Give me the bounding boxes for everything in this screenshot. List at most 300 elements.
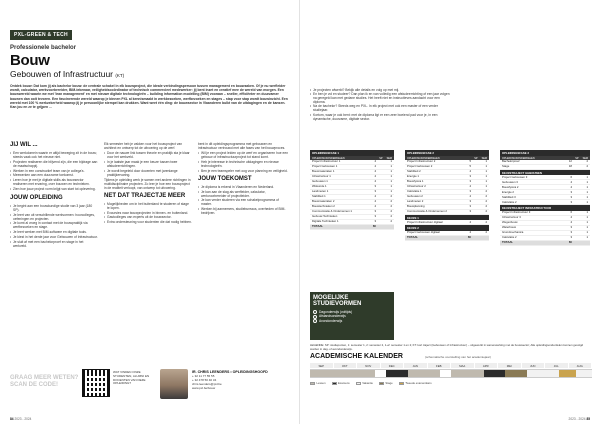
course-values xyxy=(469,221,487,224)
course-name: Stabiliteit 1 xyxy=(312,194,326,199)
course-values xyxy=(468,236,487,239)
course-sem: 1 xyxy=(390,184,392,189)
column-header: OPLEIDINGSONDERDELEN xyxy=(407,156,440,160)
course-values xyxy=(570,221,588,224)
course-values xyxy=(373,225,392,228)
course-values xyxy=(374,195,392,198)
course-sp: 3 xyxy=(469,209,471,214)
col3-intro: bent in dit opleidingsprogramma met gebouwen en infrastructuur vertrouwd met alle fases van het bouwproces. xyxy=(198,142,286,151)
calendar-title: ACADEMISCHE KALENDER xyxy=(310,353,403,360)
list-item: • Een werkdomein waarin er altijd beweging zit in de bouw; steeds vaak ook het nieuwe niet. xyxy=(10,151,98,159)
course-sem: 1 xyxy=(586,219,588,224)
course-sem: 2 xyxy=(485,194,487,199)
contact-web[interactable]: www.pxl.be/bouw xyxy=(192,385,216,390)
contact-name: IR. CHRIS LEENDERS • OPLEIDINGSHOOFD xyxy=(192,370,268,374)
study-form-label: Avondonderwijs xyxy=(319,319,343,323)
course-sem: 1 xyxy=(390,174,392,179)
toekomst-list xyxy=(198,185,290,215)
course-sem: 1 xyxy=(485,184,487,189)
course-sp: 4 xyxy=(374,199,376,204)
course-sp: 60 xyxy=(372,224,376,229)
course-sem: 1 xyxy=(485,169,487,174)
course-values xyxy=(374,220,392,223)
course-name: Communicatie & Ondernemen 1 xyxy=(312,209,352,214)
list-item: • Kortom, waar je ook bent: met de diploma ligt er een zeer boeiend pad voor je, in een dynamische, duurzame, digitale sector. xyxy=(310,113,450,121)
course-values xyxy=(469,165,487,168)
course-values xyxy=(570,236,588,239)
course-sem: 2 xyxy=(485,204,487,209)
column-header: SP xyxy=(474,156,478,160)
course-sem: 1 xyxy=(586,214,588,219)
course-values xyxy=(374,205,392,208)
course-sem: 2 xyxy=(390,204,392,209)
course-sem: 2 xyxy=(390,219,392,224)
calendar-segment xyxy=(375,369,386,378)
course-values xyxy=(374,185,392,188)
list-item: • Je kan aan de slag als werfleider, calculator, werkvoorbereider of projectleider. xyxy=(198,190,290,198)
course-name: Project Gebouwen 2 xyxy=(407,164,433,169)
course-name: Wiskunde 1 xyxy=(312,184,327,189)
table-row xyxy=(500,241,590,246)
list-item: • Je kiest in het derde jaar voor Gebouwen of Infrastructuur. xyxy=(10,235,98,239)
course-name: Stabiliteit 2 xyxy=(407,169,421,174)
course-name: Project Infrastructuur digitaal xyxy=(407,219,443,224)
legend-entry xyxy=(379,381,393,385)
course-sp: 4 xyxy=(374,194,376,199)
course-sp: 3 xyxy=(570,199,572,204)
course-values xyxy=(374,190,392,193)
month-label: MEI xyxy=(498,363,522,368)
column-1 xyxy=(10,142,98,248)
list-item: • Werken in een constructief team van je collega's. xyxy=(10,169,98,173)
legend-text: LEGENDE: SP: studiepunten, 1: semester 1, 2: semester 2, 1+2: semester 1 en 2; KT: kort traject (Gebouwen of Infrastructuur) – uitgewerkt in samenwerking met de bouwsector; Alle opleidingsonderdelen kunnen gevolgd worden in dag- of avondonderwijs. xyxy=(310,343,584,351)
course-sem: 1 xyxy=(485,179,487,184)
page-title: Bouw xyxy=(10,52,50,69)
course-values xyxy=(469,170,487,173)
course-name: Landmeten 2 xyxy=(407,199,424,204)
study-form-label: Dagonderwijs (voltijds) xyxy=(319,309,353,314)
legend-swatch xyxy=(399,382,404,385)
legend-entry xyxy=(356,381,373,385)
calendar-segment xyxy=(440,369,451,378)
course-values xyxy=(569,160,588,163)
course-name: Stage xyxy=(502,164,510,169)
month-label: MAA xyxy=(451,363,475,368)
course-values xyxy=(469,160,487,163)
course-sp: 4 xyxy=(570,219,572,224)
page-number: 85 xyxy=(586,417,590,421)
course-values xyxy=(374,215,392,218)
course-name: Bouwmaterialen 2 xyxy=(312,199,335,204)
contact-block xyxy=(10,365,290,407)
course-name: Energie 1 xyxy=(407,174,419,179)
section-heading-jij-wil: JIJ WIL ... xyxy=(10,142,38,148)
list-item: • Door de nauwe link tussen theorie en praktijk sta je klaar voor het werkveld. xyxy=(104,151,192,159)
month-label: DEC xyxy=(381,363,405,368)
course-name: Gebouw Technieken xyxy=(312,214,338,219)
course-values xyxy=(374,210,392,213)
course-values xyxy=(570,196,588,199)
list-item: • Je komt al vroeg in contact met de bouwpraktijk via werfbezoeken en stage. xyxy=(10,221,98,229)
course-sp: 3 xyxy=(570,229,572,234)
block-heading: KEUZE 1 xyxy=(405,215,489,220)
course-values xyxy=(570,216,588,219)
course-sp: 3 xyxy=(469,179,471,184)
course-sp: 4 xyxy=(374,164,376,169)
course-values xyxy=(570,226,588,229)
course-sp: 4 xyxy=(469,184,471,189)
course-name: TOTAAL xyxy=(502,239,514,244)
course-sem: 1 xyxy=(586,184,588,189)
course-values xyxy=(570,186,588,189)
legend-swatch xyxy=(332,382,337,385)
list-item: • Je begint aan een bouwkundige studie van 3 jaar (180 SP). xyxy=(10,204,98,212)
list-item: • Ben je een teamspeler met oog voor planning en veiligheid. xyxy=(198,169,290,173)
course-sp: 4 xyxy=(469,219,471,224)
course-values xyxy=(469,180,487,183)
list-item: • Werken bij aannemers, studiebureaus, overheden of BIM-bedrijven. xyxy=(198,207,290,215)
legend-entry xyxy=(310,381,326,385)
degree-type: Professionele bachelor xyxy=(10,45,77,51)
course-values xyxy=(569,241,588,244)
course-sp: 4 xyxy=(374,179,376,184)
course-sp: 3 xyxy=(469,204,471,209)
course-sem: 1 xyxy=(485,164,487,169)
course-name: Gebouwen 1 xyxy=(312,179,328,184)
list-item: • Heb je interesse in technische uitdagingen en nieuwe technologieën. xyxy=(198,160,290,168)
course-sem: 2 xyxy=(485,199,487,204)
calendar-segment xyxy=(527,369,560,378)
column-header: OPLEIDINGSONDERDELEN xyxy=(312,156,345,160)
calendar-subtitle: (schematische voorstelling van het academiejaar) xyxy=(425,355,491,359)
legend-label: Examens xyxy=(338,381,350,385)
col3-list xyxy=(198,151,290,173)
footer-left xyxy=(10,417,31,421)
course-values xyxy=(570,201,588,204)
block-heading: KEUZE 2 xyxy=(405,225,489,230)
academic-calendar xyxy=(310,363,592,385)
course-sp: 4 xyxy=(469,169,471,174)
course-values xyxy=(570,181,588,184)
subtitle-text: Gebouwen of Infrastructuur xyxy=(10,69,114,79)
course-sem: 2 xyxy=(390,209,392,214)
course-sem: 1 xyxy=(485,174,487,179)
course-sp: 4 xyxy=(374,204,376,209)
contact-mobile[interactable]: + 32 478 50 40 34 xyxy=(192,377,217,382)
course-values xyxy=(374,175,392,178)
course-sem: 1 xyxy=(390,179,392,184)
month-label: JUN xyxy=(522,363,546,368)
study-form-label: Afstandsonderwijs xyxy=(319,314,346,319)
traject-list xyxy=(104,202,192,224)
course-sp: 60 xyxy=(568,239,572,244)
calendar-legend xyxy=(310,381,592,385)
trajectory-heading: OPLEIDINGSFASE 3 xyxy=(500,150,590,156)
list-item: • Meewerken aan een duurzame toekomst. xyxy=(10,173,98,177)
course-name: Calculatie 1 xyxy=(407,189,422,194)
course-sp: 3 xyxy=(469,199,471,204)
course-name: Bouwfysica 2 xyxy=(502,184,519,189)
study-forms-box xyxy=(310,292,394,340)
course-sp: 3 xyxy=(570,234,572,239)
course-sp: 3 xyxy=(570,189,572,194)
footer-year: 2023 - 2024 xyxy=(14,417,32,421)
calendar-segment xyxy=(576,369,592,378)
course-sem: 2 xyxy=(485,209,487,214)
course-sem: 1 xyxy=(586,194,588,199)
course-sp: 4 xyxy=(469,194,471,199)
course-sem: 1 xyxy=(390,159,392,164)
legend-swatch xyxy=(379,382,384,385)
course-sp: 18 xyxy=(568,164,572,169)
course-values xyxy=(469,190,487,193)
page-subtitle xyxy=(10,69,124,79)
course-values xyxy=(570,176,588,179)
course-sem: 2 xyxy=(485,219,487,224)
contact-email[interactable]: chris.leenders@pxl.be xyxy=(192,381,222,386)
table-row xyxy=(405,236,489,241)
month-label: JUL xyxy=(545,363,569,368)
course-values xyxy=(374,160,392,163)
course-name: TOTAAL xyxy=(312,224,324,229)
legend-swatch xyxy=(310,382,315,385)
course-sem: 1 xyxy=(586,189,588,194)
legend-label: Vakantie xyxy=(362,381,373,385)
course-name: Wegenbouw xyxy=(502,219,518,224)
course-sp: 12 xyxy=(568,159,572,164)
legend-entry xyxy=(399,381,432,385)
course-values xyxy=(374,165,392,168)
list-item: • Je diploma is erkend in Vlaanderen en Nederland. xyxy=(198,185,290,189)
month-label: FEB xyxy=(428,363,452,368)
course-sem xyxy=(475,236,487,239)
column-header: SP xyxy=(575,156,579,160)
course-sp: 3 xyxy=(374,184,376,189)
column-3 xyxy=(198,142,290,216)
course-values xyxy=(374,170,392,173)
column-2 xyxy=(104,142,192,225)
list-item: • Je leert werken met BIM-software en digitale tools. xyxy=(10,230,98,234)
course-sp: 6 xyxy=(570,174,572,179)
list-item: • Excursies naar bouwprojecten in binnen- en buitenland. xyxy=(104,211,192,215)
trajectory-phase-2 xyxy=(405,150,489,241)
study-form-item xyxy=(313,319,391,324)
contact-phone[interactable]: + 32 11 77 55 55 xyxy=(192,374,215,378)
list-item: • In je laatste jaar maak je een keuze tussen twee afstudeerrichtingen. xyxy=(104,160,192,168)
course-sp: 3 xyxy=(469,189,471,194)
course-name: Project Infrastructuur 1 xyxy=(312,159,341,164)
course-name: Energie 2 xyxy=(502,189,514,194)
course-name: Project Gebouwen digitaal xyxy=(407,229,440,234)
course-name: Bouwmaterialen 1 xyxy=(312,169,335,174)
qr-caption: WAT VINDEN ONZE STUDENTEN, ALUMNI EN DOCENTEN VAN DEZE OPLEIDING? xyxy=(113,370,150,386)
course-name: Project Infrastructuur 2 xyxy=(407,159,436,164)
opleiding-list xyxy=(10,204,98,248)
course-sem xyxy=(380,225,392,228)
contact-heading: GRAAG MEER WETEN? SCAN DE CODE! xyxy=(10,375,79,388)
footer-right xyxy=(569,417,590,421)
calendar-segment xyxy=(408,369,441,378)
course-sem: 1 xyxy=(586,199,588,204)
calendar-bar xyxy=(310,369,592,378)
moon-icon xyxy=(313,319,317,323)
list-item: • Je projecten afwerkt? Bekijk alle details en volg op met mij. xyxy=(310,88,450,92)
course-name: Infrastructuur 2 xyxy=(407,184,426,189)
course-sp: 6 xyxy=(570,209,572,214)
list-item: • Zien hoe jouw project vorm krijgt van start tot oplevering. xyxy=(10,187,98,191)
course-values xyxy=(570,211,588,214)
course-name: Project Gebouwen 3 xyxy=(502,174,528,179)
month-label: AUG xyxy=(569,363,593,368)
course-sp: 3 xyxy=(570,194,572,199)
course-sem: 1 xyxy=(586,179,588,184)
study-forms-title: MOGELIJKE STUDIEVORMEN xyxy=(313,295,362,308)
footer-year: 2023 - 2024 xyxy=(568,417,586,421)
calendar-segment xyxy=(451,369,484,378)
trajectory-heading: OPLEIDINGSFASE 1 xyxy=(310,150,394,156)
course-name: Calculatie 2 xyxy=(502,199,517,204)
course-sem: 1 xyxy=(485,159,487,164)
course-name: Gebouwen 2 xyxy=(407,194,423,199)
course-sem: 1 xyxy=(586,209,588,214)
course-name: Infrastructuur 1 xyxy=(312,174,331,179)
jij-wil-list xyxy=(10,151,98,191)
calendar-segment xyxy=(386,369,408,378)
trajectory-phase-1 xyxy=(310,150,394,230)
course-values xyxy=(469,205,487,208)
list-item: • Wil je een project leiden op de werf en organiseren hoe een gebouw of infrastructuurproject tot stand komt. xyxy=(198,151,290,159)
trajectory-phase-3 xyxy=(500,150,590,246)
col2-extra: Tijdens je opleiding werk je samen met andere richtingen in multidisciplinaire projecten. Zo leer je hoe een bouwproject in de realiteit verloopt, van ontwerp tot uitvoering. xyxy=(104,177,191,190)
course-name: Calculatie 2 xyxy=(502,234,517,239)
legend-label: Lessen xyxy=(316,381,326,385)
course-name: TOTAAL xyxy=(407,234,419,239)
course-name: Grondmechanica xyxy=(502,229,524,234)
study-forms-list xyxy=(313,310,391,324)
legend-entry xyxy=(332,381,350,385)
calendar-segment xyxy=(505,369,527,378)
list-item: • Extra ondersteuning voor studenten die dat nodig hebben. xyxy=(104,220,192,224)
laptop-icon xyxy=(313,315,317,319)
course-sem: 2 xyxy=(485,229,487,234)
course-name: Bouwplanning xyxy=(407,204,425,209)
legend-label: Tweede examenkans xyxy=(405,381,432,385)
legend-swatch xyxy=(356,382,361,385)
course-sem: 1 xyxy=(390,189,392,194)
column-header: OPLEIDINGSONDERDELEN xyxy=(502,156,535,160)
course-values xyxy=(569,165,588,168)
course-values xyxy=(469,231,487,234)
section-tab: PXL-GREEN & TECH xyxy=(10,30,72,40)
list-item: • Mogelijkheden om in het buitenland te studeren of stage te lopen. xyxy=(104,202,192,210)
list-item: • Leren hoe je met je digitale skills als bouwsector realiseren met ervaring, over bouwen en technieken. xyxy=(10,178,98,186)
calendar-segment xyxy=(310,369,375,378)
course-values xyxy=(570,231,588,234)
course-name: Digitale Technieken 1 xyxy=(312,219,339,224)
course-values xyxy=(570,191,588,194)
course-values xyxy=(469,185,487,188)
course-values xyxy=(374,200,392,203)
course-values xyxy=(469,210,487,213)
section-heading-toekomst: JOUW TOEKOMST xyxy=(198,175,252,182)
list-item: • Je wordt begeleid door docenten met jarenlange praktijkervaring. xyxy=(104,169,192,177)
intro-paragraph: Ontdek bouw: Dat kom jij als bachelor bouw: de centrale schakel in elk bouwproject, die ideale verbindingspersoon tussen management en bouwzaken. Of je nu werfleider wordt, calculator, werkvoorbereider, BIM-tekenaar, veiligheidscoördinator of technisch commercieel medewerker: jij bent inzet en creatief mee de wereld van morgen. Een bouwwereld waarin we met 'lean management' en met nieuwe digitale technologieën – building information modelling (BIM) vooraan – sneller, efficiënter en duurzamer bouwen dan ooit tevoren. Een fascinerende wereld waarop je binnen PXL al kennismaakt in werkbezoeken, werfbezoeken en stages – stap voor stap wordt bouwinzicht. Een wereld met 100 % werkzekerheid waarop jij je persoonlijke stempel kan drukken. Want weet één ding: de bouwsector in Vlaanderen bulkt van de uitdagingen en de kansen. Kan jou en ze te grijpen ... xyxy=(10,84,288,110)
column-header: SEM xyxy=(481,156,487,160)
trajectory-heading: OPLEIDINGSFASE 2 xyxy=(405,150,489,156)
month-label: SEP xyxy=(310,363,334,368)
list-item: • Je kan verder studeren via een schakelprogramma of master. xyxy=(198,198,290,206)
section-heading-opleiding: JOUW OPLEIDING xyxy=(10,194,63,201)
course-sp: 4 xyxy=(374,174,376,179)
course-sp: 4 xyxy=(570,184,572,189)
course-sem: 2 xyxy=(485,189,487,194)
block-heading: KEUZETRAJECT GEBOUWEN xyxy=(500,170,590,175)
course-sem: 2 xyxy=(586,159,588,164)
course-name: Bouwfysica 1 xyxy=(407,179,424,184)
course-name: Waterbouw xyxy=(502,224,517,229)
course-name: Stabiliteit 3 xyxy=(502,194,516,199)
course-sp: 3 xyxy=(374,219,376,224)
month-label: JAN xyxy=(404,363,428,368)
course-name: Bachelorproef xyxy=(502,159,520,164)
legend-label: Stage xyxy=(385,381,393,385)
contact-card xyxy=(160,369,290,401)
course-name: Project Infrastructuur 3 xyxy=(502,209,531,214)
course-sem: 2 xyxy=(390,214,392,219)
course-sem: 2 xyxy=(586,164,588,169)
course-sp: 5 xyxy=(469,164,471,169)
course-sem: 2 xyxy=(390,194,392,199)
table-row xyxy=(310,225,394,230)
course-sem xyxy=(576,241,588,244)
course-name: Gebouwen 3 xyxy=(502,179,518,184)
month-label: NOV xyxy=(357,363,381,368)
col2-intro: Elk semester heb je vakken voor het bouwproject van architect en ontwerp tot de uitvoering op de werf. xyxy=(104,142,183,151)
list-item: • En ben je vol en studeer? Dan plan ik en van volledig een afstudeerrichting of een jaar volgen na geregeld kan met gedane studies. Het heeft niet en instructieves aandacht voor een diploma. xyxy=(310,92,450,104)
course-name: Infrastructuur 3 xyxy=(502,214,521,219)
course-values xyxy=(469,175,487,178)
calendar-segment xyxy=(484,369,506,378)
course-sp: 4 xyxy=(469,229,471,234)
col2-list xyxy=(104,151,192,177)
course-sp: 3 xyxy=(469,174,471,179)
course-name: Communicatie & Ondernemen 2 xyxy=(407,209,447,214)
column-header: SEM xyxy=(386,156,392,160)
page-number: 84 xyxy=(10,417,14,421)
course-sp: 4 xyxy=(374,159,376,164)
course-values xyxy=(374,180,392,183)
right-intro-list xyxy=(310,88,450,121)
course-sp: 60 xyxy=(467,234,471,239)
list-item: • Na de bachelor? Steeds weg en PXL. In elk project met ook een master of een verder studiejaar. xyxy=(310,104,450,112)
course-sem: 1 xyxy=(390,164,392,169)
calendar-segment xyxy=(559,369,575,378)
course-name: Bouwtechnieken 2 xyxy=(312,204,335,209)
course-sem: 2 xyxy=(390,199,392,204)
qr-code-icon[interactable] xyxy=(82,369,110,397)
block-heading: KEUZETRAJECT INFRASTRUCTUUR xyxy=(500,205,590,210)
list-item: • Gastcolleges van experts uit de bouwsector. xyxy=(104,215,192,219)
list-item: • Projecten realiseren die blijvend zijn, die een bijdrage aan de maatschappij. xyxy=(10,160,98,168)
course-sem: 1 xyxy=(586,229,588,234)
course-sp: 4 xyxy=(570,179,572,184)
course-sp: 3 xyxy=(570,224,572,229)
avatar xyxy=(160,369,188,399)
contact-details xyxy=(192,375,222,391)
right-page xyxy=(300,0,600,424)
course-values xyxy=(469,200,487,203)
course-sem: 1 xyxy=(586,224,588,229)
